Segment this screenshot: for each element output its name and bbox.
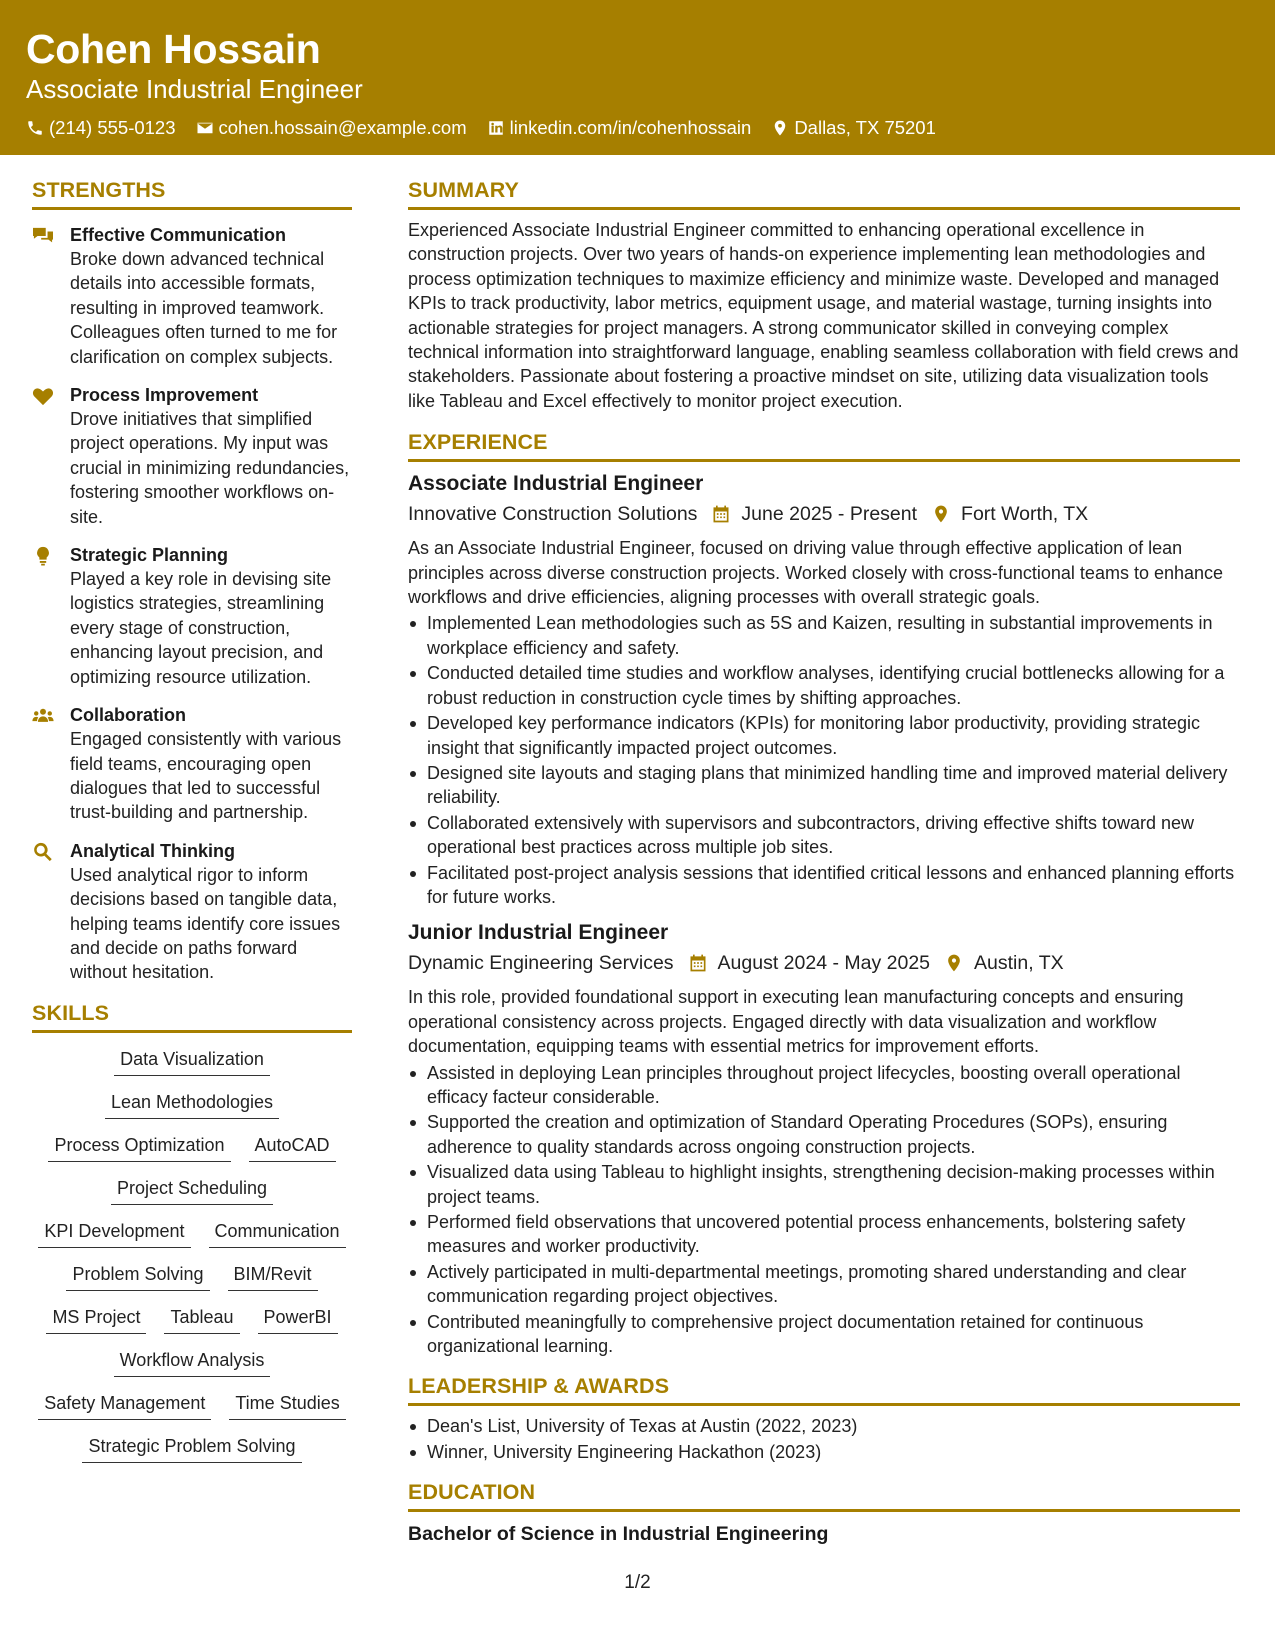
job-entry [408, 470, 1240, 909]
job-meta [408, 500, 1240, 528]
location-icon [944, 953, 964, 973]
search-icon [32, 842, 54, 862]
strength-item [32, 383, 352, 529]
job-bullet: Developed key performance indicators (KPIs) for monitoring labor productivity, providing strategic insight that significantly impacted project outcomes. [408, 711, 1240, 760]
strength-title: Collaboration [70, 705, 186, 726]
education-title: EDUCATION [408, 1478, 1240, 1512]
skill-tag: Safety Management [38, 1391, 211, 1420]
strength-desc: Played a key role in devising site logistics strategies, streamlining every stage of construction, enhancing layout precision, and optimizing resource utilization. [70, 569, 332, 687]
strength-title: Analytical Thinking [70, 840, 236, 861]
job-bullet: Contributed meaningfully to comprehensive project documentation retained for continuous organizational learning. [408, 1310, 1240, 1359]
strength-title: Strategic Planning [70, 545, 229, 566]
location-icon [931, 504, 951, 524]
right-column [408, 176, 1240, 1547]
strength-item [32, 703, 352, 825]
strength-item [32, 543, 352, 689]
summary-text: Experienced Associate Industrial Engineer committed to enhancing operational excellence in construction projects. Over two years of hands-on experience implementing lean methodologies and process optimization techniques to maximize efficiency and minimize waste. Developed and managed KPIs to track productivity, labor metrics, equipment usage, and material wastage, turning insights into actionable strategies for project managers. A strong communicator skilled in conveying complex technical information into straightforward language, enabling seamless collaboration with field crews and stakeholders. Passionate about fostering a proactive mindset on site, utilizing data visualization tools like Tableau and Excel effectively to monitor project execution. [408, 220, 1239, 411]
contact-phone[interactable] [26, 115, 176, 141]
contact-linkedin[interactable] [487, 115, 752, 141]
job-bullet: Supported the creation and optimization of Standard Operating Procedures (SOPs), ensuring adherence to quality standards across ongoing construction projects. [408, 1110, 1240, 1159]
heart-icon [32, 386, 54, 406]
education-degree: Bachelor of Science in Industrial Engineering [408, 1523, 829, 1546]
job-bullet: Collaborated extensively with supervisors and subcontractors, driving effective shifts toward new operational best practices across multiple job sites. [408, 811, 1240, 860]
skills-title: SKILLS [32, 999, 352, 1033]
strength-title: Effective Communication [70, 225, 287, 245]
strength-title: Process Improvement [70, 385, 259, 406]
job-dates: June 2025 - Present [741, 503, 918, 526]
strength-item [32, 839, 352, 985]
job-entry [408, 919, 1240, 1358]
skill-tag: Lean Methodologies [105, 1090, 279, 1119]
email-text: cohen.hossain@example.com [218, 117, 467, 138]
skills-list [32, 1047, 352, 1463]
job-bullet: Implemented Lean methodologies such as 5S and Kaizen, resulting in substantial improvements in workplace efficiency and safety. [408, 611, 1240, 660]
skill-tag: Process Optimization [48, 1133, 230, 1162]
strength-desc: Broke down advanced technical details into accessible formats, resulting in improved teamwork. Colleagues often turned to me for clarification on complex subjects. [70, 249, 338, 367]
skill-tag: Project Scheduling [111, 1176, 273, 1205]
job-description: As an Associate Industrial Engineer, focused on driving value through effective application of lean principles across diverse construction projects. Worked closely with cross-functional teams to enhance workflows and drive efficiencies, aligning processes with overall strategic goals. [408, 538, 1224, 608]
award-item: Dean's List, University of Texas at Austin (2022, 2023) [408, 1414, 1240, 1438]
skill-tag: Tableau [164, 1305, 239, 1334]
job-bullet: Performed field observations that uncovered potential process enhancements, bolstering safety measures and worker productivity. [408, 1210, 1240, 1259]
linkedin-icon [487, 119, 505, 137]
page-number: 1/2 [624, 1572, 651, 1593]
lightbulb-icon [32, 546, 54, 566]
job-bullet: Facilitated post-project analysis sessions that identified critical lessons and enhanced planning efforts for future works. [408, 861, 1240, 910]
skill-tag: BIM/Revit [228, 1262, 318, 1291]
contact-bar [26, 115, 1249, 141]
strength-item [32, 223, 352, 369]
job-bullet: Conducted detailed time studies and workflow analyses, identifying crucial bottlenecks allowing for a robust reduction in construction cycle times by shifting approaches. [408, 661, 1240, 710]
job-description: In this role, provided foundational support in executing lean manufacturing concepts and ensuring operational consistency across projects. Engaged directly with data visualization and workflow documentation, equipping teams with essential metrics for improvement efforts. [408, 987, 1184, 1057]
job-bullet: Visualized data using Tableau to highlight insights, strengthening decision-making processes within project teams. [408, 1160, 1240, 1209]
strength-desc: Used analytical rigor to inform decisions based on tangible data, helping teams identify core issues and decide on paths forward without hesitation. [70, 864, 341, 983]
job-bullet: Actively participated in multi-departmental meetings, promoting shared understanding and clear communication regarding project objectives. [408, 1260, 1240, 1309]
award-item: Winner, University Engineering Hackathon (2023) [408, 1440, 1240, 1464]
job-company: Dynamic Engineering Services [408, 952, 674, 975]
job-location: Fort Worth, TX [961, 503, 1089, 526]
job-bullets [408, 1061, 1240, 1359]
skill-tag: Problem Solving [66, 1262, 209, 1291]
contact-location [771, 115, 936, 141]
left-column [32, 176, 352, 1463]
contact-email[interactable] [196, 115, 467, 141]
strengths-list [32, 223, 352, 985]
leadership-list [408, 1414, 1240, 1464]
job-meta [408, 949, 1240, 977]
job-bullets [408, 611, 1240, 909]
strength-desc: Drove initiatives that simplified project operations. My input was crucial in minimizing redundancies, fostering smoother workflows on-site. [70, 409, 350, 527]
skill-tag: Time Studies [229, 1391, 345, 1420]
strengths-title: STRENGTHS [32, 176, 352, 210]
linkedin-text: linkedin.com/in/cohenhossain [509, 117, 752, 138]
skill-tag: MS Project [46, 1305, 146, 1334]
job-location: Austin, TX [974, 952, 1064, 975]
candidate-role: Associate Industrial Engineer [26, 74, 363, 104]
skill-tag: Strategic Problem Solving [82, 1434, 301, 1463]
skill-tag: KPI Development [38, 1219, 190, 1248]
phone-text: (214) 555-0123 [49, 117, 176, 138]
summary-title: SUMMARY [408, 176, 1240, 210]
skill-tag: Communication [209, 1219, 346, 1248]
skill-tag: Data Visualization [114, 1047, 270, 1076]
job-company: Innovative Construction Solutions [408, 503, 698, 526]
location-text: Dallas, TX 75201 [794, 117, 936, 138]
calendar-icon [711, 504, 731, 524]
strength-desc: Engaged consistently with various field teams, encouraging open dialogues that led to successful trust-building and partnership. [70, 729, 342, 823]
skill-tag: Workflow Analysis [114, 1348, 271, 1377]
job-title: Junior Industrial Engineer [408, 921, 669, 945]
skill-tag: PowerBI [258, 1305, 338, 1334]
skill-tag: AutoCAD [249, 1133, 336, 1162]
candidate-name: Cohen Hossain [26, 26, 321, 72]
resume-header [0, 0, 1275, 155]
location-icon [771, 119, 789, 137]
job-bullet: Designed site layouts and staging plans that minimized handling time and improved material delivery reliability. [408, 761, 1240, 810]
leadership-title: LEADERSHIP & AWARDS [408, 1372, 1240, 1406]
job-title: Associate Industrial Engineer [408, 472, 704, 496]
experience-title: EXPERIENCE [408, 428, 1240, 462]
job-bullet: Assisted in deploying Lean principles throughout project lifecycles, boosting overall operational efficacy facteur considerable. [408, 1061, 1240, 1110]
chat-bubbles-icon [32, 226, 54, 246]
email-icon [196, 119, 214, 137]
calendar-icon [688, 953, 708, 973]
job-dates: August 2024 - May 2025 [717, 952, 931, 975]
users-icon [32, 706, 54, 726]
phone-icon [26, 119, 44, 137]
